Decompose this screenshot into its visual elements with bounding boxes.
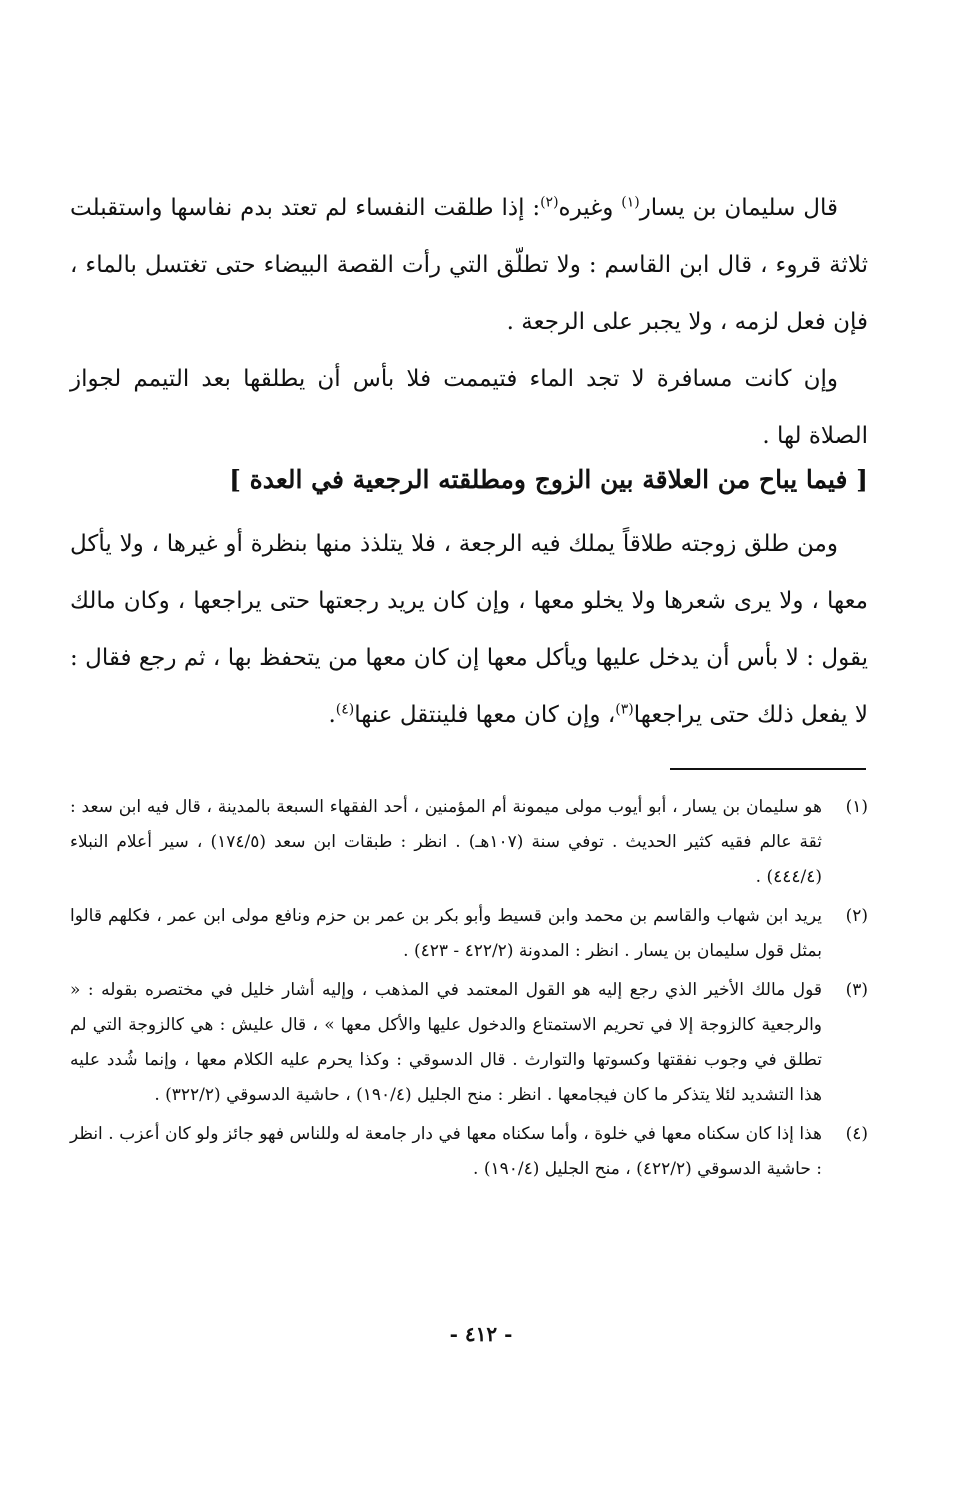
footnote-3 bbox=[70, 973, 868, 1113]
footnote-4 bbox=[70, 1117, 868, 1187]
footnote-text: هو سليمان بن يسار ، أبو أيوب مولى ميمونة أم المؤمنين ، أحد الفقهاء السبعة بالمدينة ، قال فيه ابن سعد : ثقة عالم فقيه كثير الحديث . توفي سنة (١٠٧هـ) . انظر : طبقات ابن سعد (١٧٤/٥) ، سير أعلام النبلاء (٤٤٤/٤) . bbox=[70, 797, 822, 887]
footnote-separator bbox=[670, 768, 866, 770]
paragraph-1-text-c: : إذا طلقت النفساء لم تعتد بدم نفاسها واستقبلت ثلاثة قروء ، قال ابن القاسم : ولا تطلّق التي رأت القصة البيضاء حتى تغتسل بالماء ، فإن فعل لزمه ، ولا يجبر على الرجعة . bbox=[70, 195, 868, 335]
section-heading: [ فيما يباح من العلاقة بين الزوج ومطلقته الرجعية في العدة ] bbox=[229, 465, 868, 494]
footnote-ref-1[interactable]: (١) bbox=[621, 194, 640, 211]
footnote-text: يريد ابن شهاب والقاسم بن محمد وابن قسيط وأبو بكر بن عمر بن حزم ونافع مولى ابن عمر ، فكلهم قالوا بمثل قول سليمان بن يسار . انظر : المدونة (٤٢٢/٢ - ٤٢٣) . bbox=[70, 906, 822, 961]
paragraph-1-text-a: قال سليمان بن يسار bbox=[639, 195, 838, 221]
paragraph-2: وإن كانت مسافرة لا تجد الماء فتيممت فلا بأس أن يطلقها بعد التيمم لجواز الصلاة لها . bbox=[70, 366, 868, 449]
paragraph-1 bbox=[70, 180, 868, 351]
footnote-2 bbox=[70, 899, 868, 969]
footnote-number: (٤) bbox=[845, 1124, 868, 1144]
footnote-ref-2[interactable]: (٢) bbox=[540, 194, 559, 211]
footnote-ref-3[interactable]: (٣) bbox=[615, 701, 634, 718]
page-number: - ٤١٢ - bbox=[449, 1322, 513, 1346]
footnote-text: قول مالك الأخير الذي رجع إليه هو القول المعتمد في المذهب ، وإليه أشار خليل في مختصره بقوله : « والرجعية كالزوجة إلا في تحريم الاستمتاع والدخول عليها والأكل معها » ، قال عليش : هي كالزوجة التي لم تطلق في وجوب نفقتها وكسوتها والتوارث . قال الدسوقي : وكذا يحرم عليه الكلام معها ، وإنما شُدد عليه هذا التشديد لئلا يتذكر ما كان فيجامعها . انظر : منح الجليل (١٩٠/٤) ، حاشية الدسوقي (٣٢٢/٢) . bbox=[70, 980, 822, 1105]
paragraph-3-text-b: ، وإن كان معها فلينتقل عنها bbox=[354, 702, 616, 728]
footnote-number: (٢) bbox=[845, 906, 868, 926]
paragraph-3-text-c: . bbox=[328, 702, 336, 728]
footnote-ref-4[interactable]: (٤) bbox=[335, 701, 355, 718]
footnote-1 bbox=[70, 790, 868, 895]
footnote-number: (٣) bbox=[845, 980, 868, 1000]
paragraph-3 bbox=[70, 516, 868, 744]
footnote-text: هذا إذا كان سكناه معها في خلوة ، وأما سكناه معها في دار جامعة له وللناس فهو جائز ولو كان أعزب . انظر : حاشية الدسوقي (٤٢٢/٢) ، منح الجليل (١٩٠/٤) . bbox=[70, 1124, 822, 1179]
paragraph-3-text-a: ومن طلق زوجته طلاقاً يملك فيه الرجعة ، فلا يتلذذ منها بنظرة أو غيرها ، ولا يأكل معها ، ولا يرى شعرها ولا يخلو معها ، وإن كان يريد رجعتها حتى يراجعها ، وكان مالك يقول : لا بأس أن يدخل عليها ويأكل معها إن كان معها من يتحفظ بها ، ثم رجع فقال : لا يفعل ذلك حتى يراجعها bbox=[70, 531, 868, 728]
footnotes bbox=[70, 790, 868, 1191]
paragraph-1-text-b: وغيره bbox=[558, 195, 622, 221]
footnote-number: (١) bbox=[845, 797, 868, 817]
